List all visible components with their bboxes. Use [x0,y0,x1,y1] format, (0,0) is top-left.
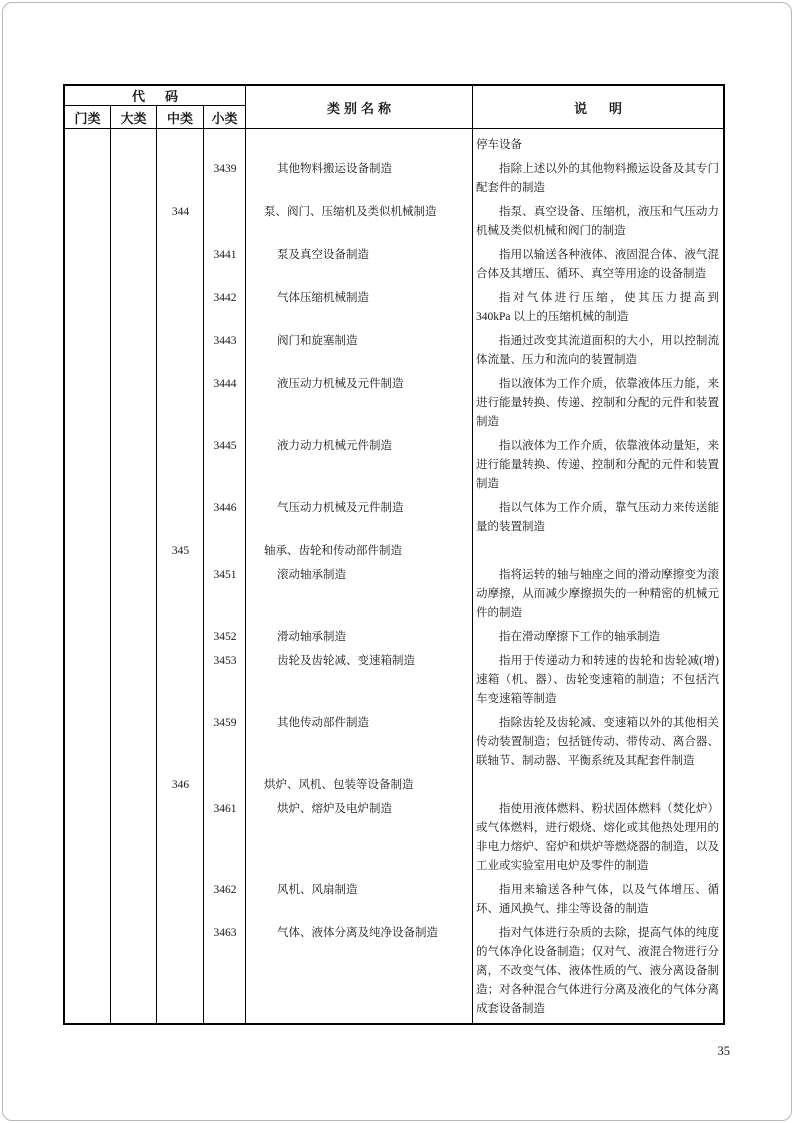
cell-dalei-code [111,155,157,198]
cell-description: 指以气体为工作介质，靠气压动力来传送能量的装置制造 [476,502,719,533]
cell-menlei-code [65,284,111,327]
table-row [65,432,723,494]
cell-menlei-code [65,919,111,1019]
cell-dalei-code [111,198,157,241]
header-cell-xiaolei: 小类 [211,110,238,126]
cell-xiaolei-code: 3459 [213,717,237,729]
cell-description: 指除齿轮及齿轮减、变速箱以外的其他相关传动装置制造；包括链传动、带传动、离合器、联轴节、制动器、平衡系统及其配套件制造 [476,717,719,767]
table-row [65,561,723,623]
cell-category-name: 其他物料搬运设备制造 [277,163,392,175]
cell-xiaolei-code: 3451 [213,569,237,581]
cell-description [473,771,723,795]
cell-category-name: 气压动力机械及元件制造 [277,502,404,514]
cell-category-name: 气体压缩机械制造 [277,292,369,304]
cell-zhonglei-code [157,155,204,198]
cell-category-name: 滑动轴承制造 [277,631,346,643]
cell-menlei-code [65,494,111,537]
cell-category-name: 泵及真空设备制造 [277,249,369,261]
cell-zhonglei-code [157,795,204,876]
header-cell-category-name: 类别名称 [246,86,473,128]
cell-zhonglei-code [157,131,204,155]
cell-xiaolei-code: 3441 [213,249,237,261]
table-row [65,623,723,647]
table-row [65,876,723,919]
cell-xiaolei-code: 3463 [213,927,237,939]
cell-dalei-code [111,709,157,771]
cell-zhonglei-code [157,709,204,771]
cell-zhonglei-code [157,623,204,647]
cell-xiaolei-code: 3452 [213,631,237,643]
column-divider [203,129,204,1023]
header-code-subrow [65,106,245,128]
cell-description: 指以液体为工作介质，依靠液体压力能，来进行能量转换、传递、控制和分配的元件和装置制造 [476,378,719,428]
cell-dalei-code [111,561,157,623]
column-divider [110,129,111,1023]
table-row [65,494,723,537]
cell-menlei-code [65,241,111,284]
cell-category-name: 滚动轴承制造 [277,569,346,581]
cell-description [473,537,723,561]
cell-menlei-code [65,370,111,432]
cell-dalei-code [111,494,157,537]
cell-zhonglei-code [157,494,204,537]
cell-dalei-code [111,876,157,919]
cell-dalei-code [111,131,157,155]
column-divider [472,129,473,1023]
cell-dalei-code [111,241,157,284]
cell-category-name: 气体、液体分离及纯净设备制造 [277,927,438,939]
cell-xiaolei-code: 3442 [213,292,237,304]
cell-xiaolei-code [204,771,246,795]
cell-category-name: 液压动力机械及元件制造 [277,378,404,390]
cell-category-name: 齿轮及齿轮减、变速箱制造 [277,655,415,667]
cell-description: 指用来输送各种气体，以及气体增压、循环、通风换气、排尘等设备的制造 [476,884,719,915]
cell-xiaolei-code [204,131,246,155]
cell-description: 指对气体进行压缩，使其压力提高到 340kPa 以上的压缩机械的制造 [476,292,719,323]
cell-zhonglei-code [157,370,204,432]
cell-zhonglei-code [157,284,204,327]
cell-category-name: 泵、阀门、压缩机及类似机械制造 [264,206,437,218]
table-row [65,771,723,795]
cell-category-name: 烘炉、熔炉及电炉制造 [277,803,392,815]
cell-xiaolei-code: 3462 [213,884,237,896]
cell-zhonglei-code [157,561,204,623]
cell-category-name: 风机、风扇制造 [277,884,358,896]
table-row [65,795,723,876]
table-row [65,709,723,771]
cell-description: 指在滑动摩擦下工作的轴承制造 [499,631,660,643]
cell-description: 指对气体进行杂质的去除，提高气体的纯度的气体净化设备制造；仅对气、液混合物进行分离，不改变气体、液体性质的气、液分离设备制造；对各种混合气体进行分离及液化的气体分离成套设备制造 [476,927,719,1015]
table-row [65,241,723,284]
page-number: 35 [717,1044,730,1058]
cell-zhonglei-code [157,241,204,284]
cell-zhonglei-code [157,876,204,919]
cell-menlei-code [65,561,111,623]
cell-menlei-code [65,198,111,241]
cell-menlei-code [65,432,111,494]
cell-category-name: 液力动力机械元件制造 [277,440,392,452]
cell-zhonglei-code [157,432,204,494]
cell-dalei-code [111,795,157,876]
table-row [65,370,723,432]
table-row [65,155,723,198]
cell-menlei-code [65,795,111,876]
table-row [65,537,723,561]
cell-description: 指通过改变其流道面积的大小，用以控制流体流量、压力和流向的装置制造 [476,335,719,366]
cell-description: 指以液体为工作介质，依靠液体动量矩，来进行能量转换、传递、控制和分配的元件和装置制造 [476,440,719,490]
cell-menlei-code [65,327,111,370]
header-cell-zhonglei: 中类 [157,106,204,128]
cell-xiaolei-code: 3443 [213,335,237,347]
cell-menlei-code [65,876,111,919]
cell-description: 指将运转的轴与轴座之间的滑动摩擦变为滚动摩擦，从而减少摩擦损失的一种精密的机械元件的制造 [476,569,719,619]
cell-zhonglei-code [157,327,204,370]
column-divider [245,129,246,1023]
column-divider [156,129,157,1023]
cell-zhonglei-code [157,647,204,709]
table-header [65,86,723,129]
cell-dalei-code [111,647,157,709]
cell-category-name: 烘炉、风机、包装等设备制造 [264,779,414,791]
table-row [65,131,723,155]
header-cell-description: 说明 [573,100,644,116]
cell-menlei-code [65,155,111,198]
classification-table [63,84,725,1025]
cell-description: 停车设备 [476,139,522,151]
cell-category-name: 轴承、齿轮和传动部件制造 [264,545,402,557]
cell-dalei-code [111,432,157,494]
cell-dalei-code [111,284,157,327]
cell-category-name: 阀门和旋塞制造 [277,335,358,347]
cell-dalei-code [111,537,157,561]
cell-menlei-code [65,537,111,561]
cell-dalei-code [111,919,157,1019]
cell-dalei-code [111,370,157,432]
cell-menlei-code [65,623,111,647]
cell-menlei-code [65,647,111,709]
cell-xiaolei-code: 3446 [213,502,237,514]
cell-xiaolei-code: 3444 [213,378,237,390]
cell-menlei-code [65,131,111,155]
cell-description: 指泵、真空设备、压缩机，液压和气压动力机械及类似机械和阀门的制造 [476,206,719,237]
cell-category-name [246,131,473,155]
cell-description: 指使用液体燃料、粉状固体燃料（焚化炉）或气体燃料，进行煅烧、熔化或其他热处理用的非电力熔炉、窑炉和烘炉等燃烧器的制造，以及工业或实验室用电炉及零件的制造 [476,803,719,872]
cell-xiaolei-code [204,198,246,241]
cell-dalei-code [111,771,157,795]
table-row [65,284,723,327]
cell-dalei-code [111,327,157,370]
cell-xiaolei-code: 3445 [213,440,237,452]
cell-description: 指用以输送各种液体、液固混合体、液气混合体及其增压、循环、真空等用途的设备制造 [476,249,719,280]
cell-xiaolei-code: 3453 [213,655,237,667]
cell-zhonglei-code [157,919,204,1019]
cell-xiaolei-code: 3461 [213,803,237,815]
header-code-group [65,86,246,128]
cell-description: 指用于传递动力和转速的齿轮和齿轮减(增)速箱（机、器）、齿轮变速箱的制造；不包括汽车变速箱等制造 [476,655,719,705]
cell-zhonglei-code: 344 [171,206,190,218]
cell-xiaolei-code [204,537,246,561]
header-cell-dalei: 大类 [111,106,157,128]
cell-category-name: 其他传动部件制造 [277,717,369,729]
table-row [65,919,723,1019]
table-row [65,647,723,709]
header-cell-code: 代码 [65,86,245,106]
header-cell-menlei: 门类 [65,106,111,128]
cell-zhonglei-code: 345 [171,545,190,557]
cell-description: 指除上述以外的其他物料搬运设备及其专门配套件的制造 [476,163,719,194]
table-row [65,327,723,370]
cell-zhonglei-code: 346 [171,779,190,791]
cell-menlei-code [65,709,111,771]
cell-dalei-code [111,623,157,647]
table-body [65,129,723,1023]
cell-menlei-code [65,771,111,795]
table-row [65,198,723,241]
cell-xiaolei-code: 3439 [213,163,237,175]
